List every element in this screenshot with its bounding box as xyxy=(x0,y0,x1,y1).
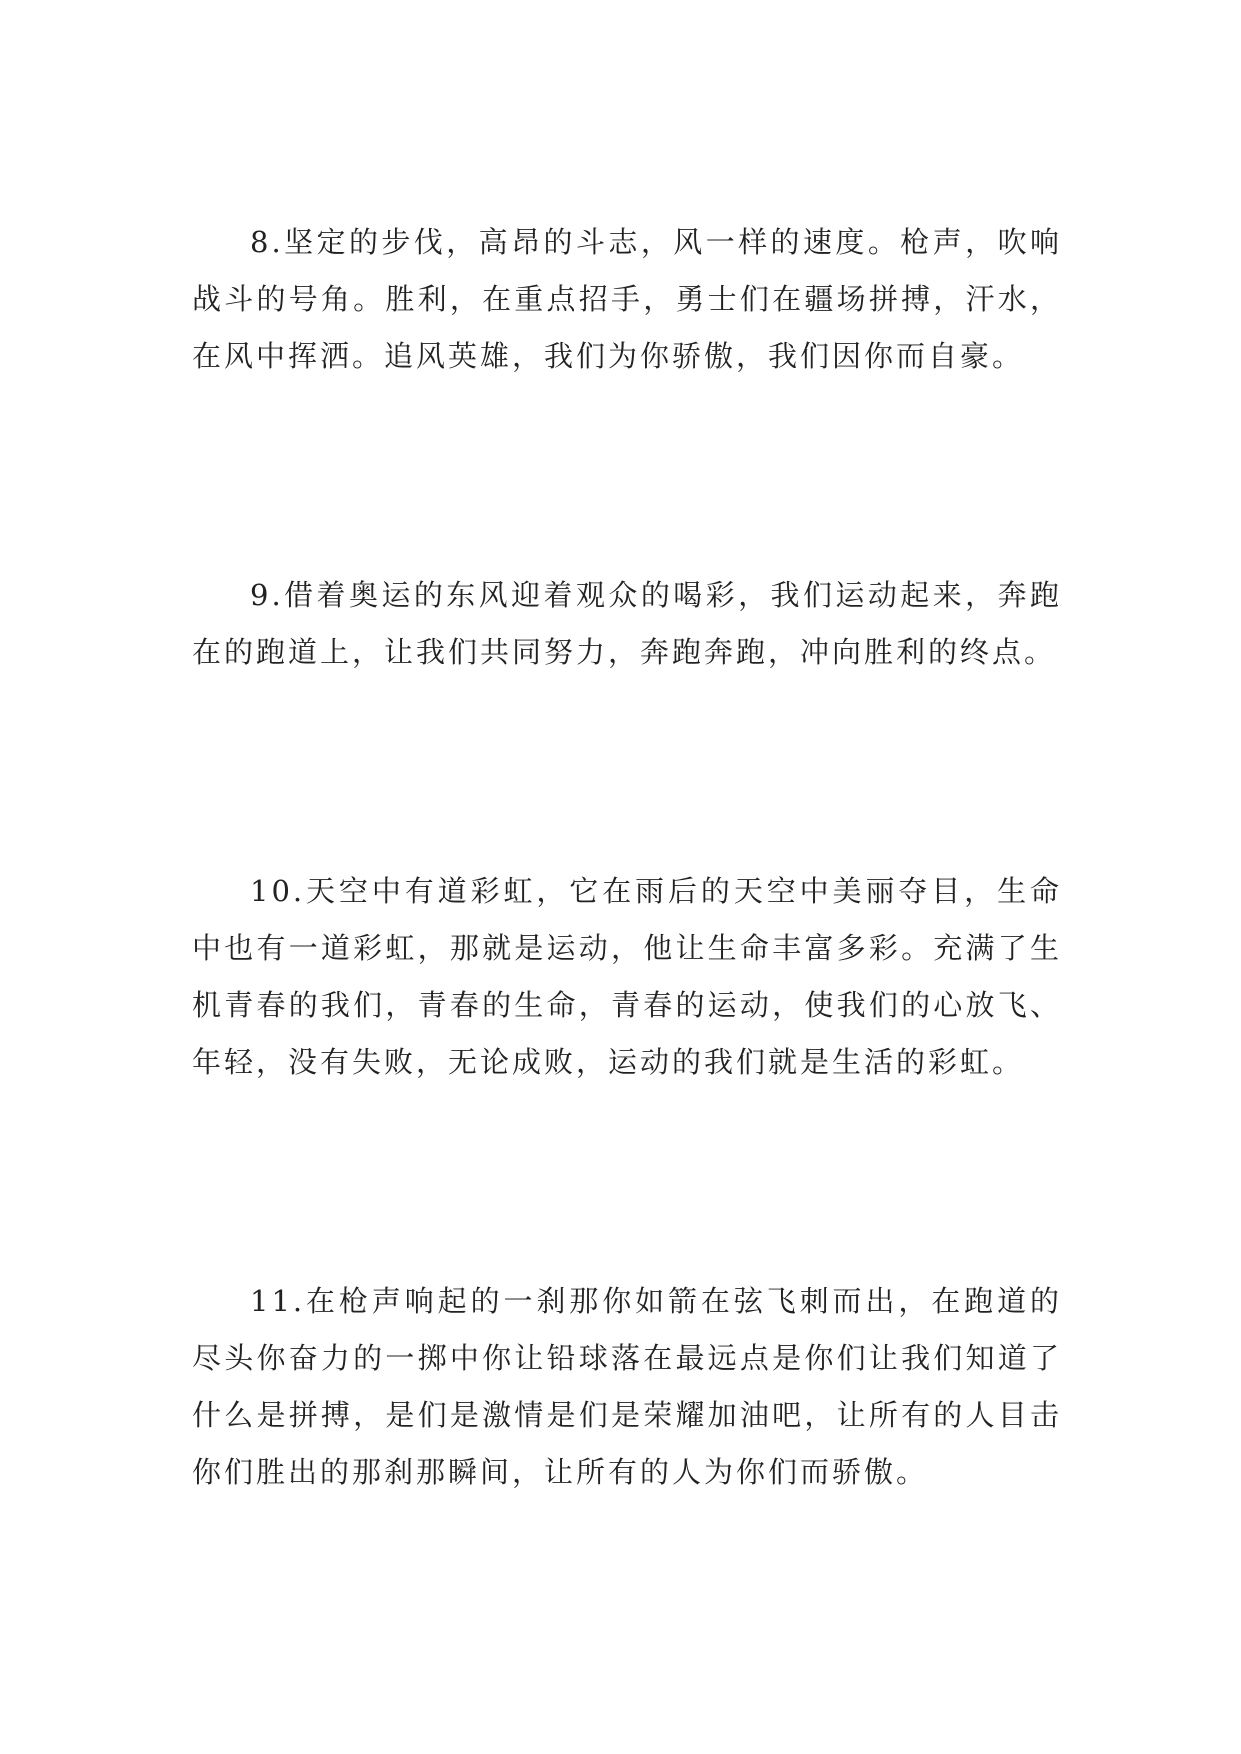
paragraph-10: 10.天空中有道彩虹，它在雨后的天空中美丽夺目，生命中也有一道彩虹，那就是运动，他让生命丰富多彩。充满了生机青春的我们，青春的生命，青春的运动，使我们的心放飞、年轻，没有失败，无论成败，运动的我们就是生活的彩虹。 xyxy=(192,874,1062,1079)
paragraph-9: 9.借着奥运的东风迎着观众的喝彩，我们运动起来，奔跑在的跑道上，让我们共同努力，奔跑奔跑，冲向胜利的终点。 xyxy=(192,578,1062,669)
paragraph-8: 8.坚定的步伐，高昂的斗志，风一样的速度。枪声，吹响战斗的号角。胜利，在重点招手，勇士们在疆场拼搏，汗水，在风中挥洒。追风英雄，我们为你骄傲，我们因你而自豪。 xyxy=(192,225,1062,373)
paragraph-11: 11.在枪声响起的一刹那你如箭在弦飞刺而出，在跑道的尽头你奋力的一掷中你让铅球落在最远点是你们让我们知道了什么是拼搏，是们是激情是们是荣耀加油吧，让所有的人目击你们胜出的那刹那瞬间，让所有的人为你们而骄傲。 xyxy=(192,1284,1062,1489)
